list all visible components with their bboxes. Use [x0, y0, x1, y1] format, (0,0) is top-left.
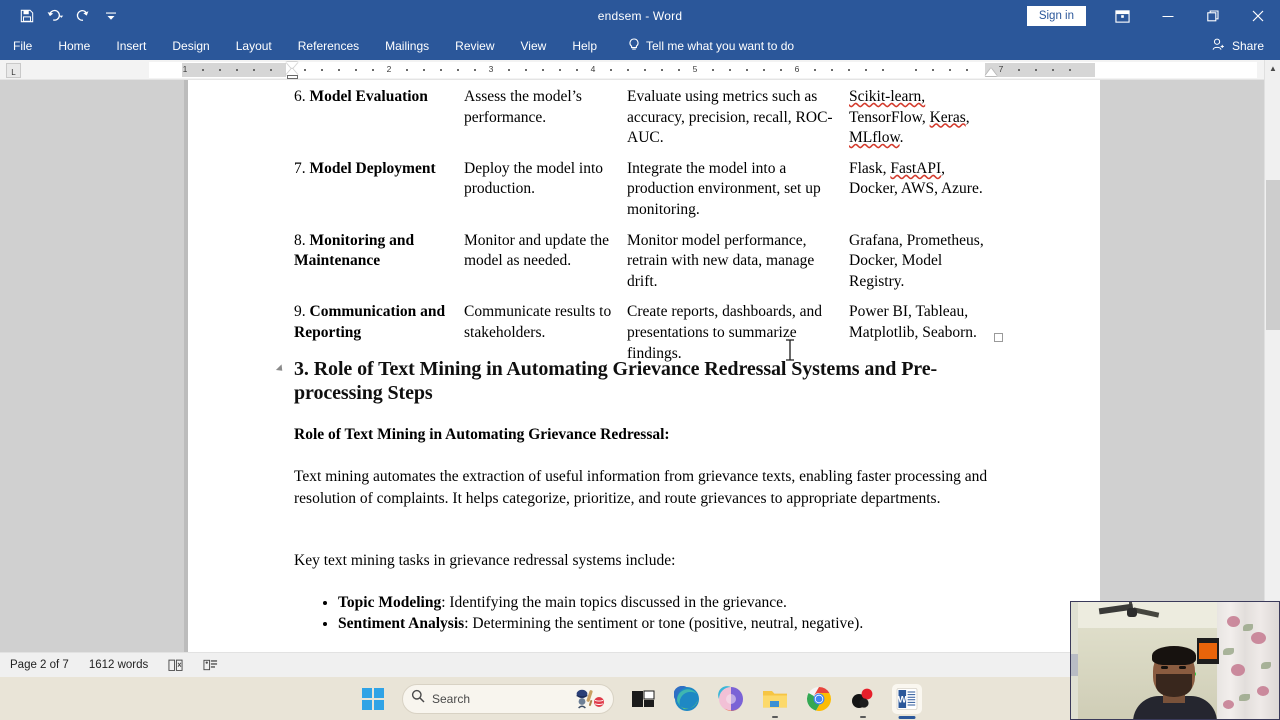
- heading-collapse-icon[interactable]: [276, 364, 285, 373]
- misspelled-keras: Keras: [929, 108, 966, 126]
- step-title: Communication and Reporting: [294, 303, 446, 341]
- step-number: 9.: [294, 303, 306, 321]
- ruler-number: 5: [692, 64, 698, 74]
- edge-button[interactable]: [672, 684, 702, 714]
- table-cell-tools: Power BI, Tableau, Matplotlib, Seaborn.: [849, 303, 977, 341]
- table-cell-step: [288, 229, 458, 301]
- table-cell-step: [288, 157, 458, 229]
- word-button[interactable]: [892, 684, 922, 714]
- scroll-clip-mask: [188, 80, 1100, 88]
- details-text: as accuracy, precision, recall, ROC-AUC.: [627, 88, 833, 147]
- tab-stop-selector[interactable]: L: [6, 63, 21, 78]
- left-indent-marker[interactable]: [287, 75, 298, 79]
- bullet-list: [308, 592, 1008, 634]
- tab-mailings[interactable]: Mailings: [385, 39, 430, 53]
- document-title: endsem - Word: [597, 9, 683, 23]
- share-label: Share: [1231, 39, 1264, 53]
- undo-icon[interactable]: [42, 4, 68, 28]
- left-gutter: [0, 80, 188, 652]
- ruler-number: 7: [998, 64, 1004, 74]
- table-cell-description: Monitor and update the model as needed.: [464, 231, 610, 270]
- hanging-indent-marker[interactable]: [286, 68, 298, 75]
- quick-access-toolbar: [0, 4, 124, 28]
- table-row[interactable]: [288, 157, 1000, 229]
- bullet-term: Topic Modeling: [338, 594, 442, 611]
- search-placeholder: Search: [432, 691, 471, 706]
- copilot-button[interactable]: [716, 684, 746, 714]
- file-explorer-button[interactable]: [760, 684, 790, 714]
- table-resize-handle[interactable]: [994, 333, 1003, 342]
- start-button[interactable]: [358, 684, 388, 714]
- wall-clock-display: [1199, 643, 1217, 659]
- svg-text:W: W: [898, 694, 907, 705]
- person-eye: [1179, 666, 1186, 669]
- table-cell-details: Integrate the model into a production environment, set up monitoring.: [627, 159, 821, 218]
- person-beard: [1156, 674, 1192, 697]
- webcam-overlay: [1070, 601, 1280, 720]
- chrome-button[interactable]: [804, 684, 834, 714]
- search-input[interactable]: [402, 684, 614, 714]
- step-number: 6.: [294, 88, 306, 105]
- misspelled-mlflow: MLflow: [849, 129, 900, 147]
- step-title: Model Evaluation: [309, 88, 428, 105]
- tab-review[interactable]: Review: [455, 39, 495, 53]
- ribbon-tab-bar: [0, 32, 1280, 60]
- tab-design[interactable]: Design: [172, 39, 210, 53]
- close-icon[interactable]: [1235, 0, 1280, 32]
- list-item: [338, 613, 1008, 634]
- proofing-errors-icon[interactable]: [158, 658, 193, 672]
- bullet-term: Sentiment Analysis: [338, 615, 465, 632]
- step-number: 7.: [294, 159, 306, 177]
- table-cell-tools: Grafana, Prometheus, Docker, Model Registry.: [849, 231, 984, 290]
- tools-clipped-line: Scikit-learn,: [849, 88, 926, 105]
- tab-references[interactable]: References: [297, 39, 360, 53]
- sign-in-button[interactable]: Sign in: [1027, 6, 1086, 26]
- running-indicator: [860, 716, 866, 718]
- misspelled-fastapi: FastAPI: [890, 159, 942, 177]
- paragraph-1: Text mining automates the extraction of useful information from grievance texts, enabling faster processing and resolution of complaints. It helps categorize, prioritize, and route grievances to appropriate departments.: [294, 468, 988, 507]
- tab-help[interactable]: Help: [572, 39, 597, 53]
- lightbulb-icon: [628, 38, 640, 55]
- step-title: Monitoring and Maintenance: [294, 231, 415, 270]
- ceiling-fan-hub: [1127, 608, 1137, 617]
- workflow-table[interactable]: [288, 85, 1000, 372]
- language-accessibility-icon[interactable]: [193, 658, 228, 672]
- media-app-button[interactable]: [848, 684, 878, 714]
- ruler-number: 1: [182, 64, 188, 74]
- table-row[interactable]: [288, 229, 1000, 301]
- tab-home[interactable]: Home: [58, 39, 91, 53]
- vertical-scrollbar[interactable]: [1264, 60, 1280, 652]
- redo-icon[interactable]: [70, 4, 96, 28]
- table-cell-description: Deploy the model into production.: [464, 159, 604, 198]
- table-cell-details: [621, 85, 843, 157]
- ruler-number: 3: [488, 64, 494, 74]
- table-cell-step: [288, 85, 458, 157]
- document-page[interactable]: [188, 80, 1100, 652]
- ruler-bar: [0, 60, 1280, 80]
- table-cell-description: Communicate results to stakeholders.: [464, 303, 612, 341]
- ruler-number: 2: [386, 64, 392, 74]
- title-bar-right: [1027, 0, 1280, 32]
- ruler-number: 6: [794, 64, 800, 74]
- step-number: 8.: [294, 231, 306, 249]
- minimize-icon[interactable]: [1145, 0, 1190, 32]
- active-app-indicator: [899, 716, 916, 719]
- table-cell-tools: Flask, FastAPI, Docker, AWS, Azure.: [849, 159, 983, 198]
- right-gutter: [1100, 80, 1264, 652]
- horizontal-ruler[interactable]: [149, 62, 1257, 78]
- share-button[interactable]: [1212, 38, 1280, 54]
- page-indicator[interactable]: Page 2 of 7: [10, 659, 69, 671]
- table-cell-details: Monitor model performance, retrain with new data, manage drift.: [627, 231, 815, 290]
- table-cell-tools: Scikit-learn, TensorFlow, Keras, MLflow.: [849, 88, 970, 147]
- table-cell-description: Assess the model’s performance.: [464, 88, 582, 126]
- tell-me-label: Tell me what you want to do: [646, 39, 795, 53]
- bullet-text: : Determining the sentiment or tone (positive, neutral, negative).: [464, 615, 864, 632]
- webcam-curtain: [1217, 602, 1279, 720]
- scroll-up-icon[interactable]: ▲: [1265, 60, 1280, 77]
- word-count[interactable]: 1612 words: [88, 659, 149, 671]
- title-bar: [0, 0, 1280, 32]
- scrollbar-thumb[interactable]: [1266, 180, 1280, 330]
- share-person-icon: [1212, 38, 1226, 54]
- running-indicator: [772, 716, 778, 718]
- bullet-text: : Identifying the main topics discussed in the grievance.: [441, 594, 787, 611]
- tools-text-plain: TensorFlow,: [849, 108, 930, 126]
- cricket-widget-icon[interactable]: [573, 688, 607, 710]
- tab-layout[interactable]: Layout: [235, 39, 272, 53]
- restore-icon[interactable]: [1190, 0, 1235, 32]
- paragraph-2: Key text mining tasks in grievance redressal systems include:: [294, 552, 676, 569]
- tab-file[interactable]: File: [13, 39, 33, 53]
- search-icon: [411, 689, 425, 708]
- ribbon-display-options-icon[interactable]: [1100, 0, 1145, 32]
- task-view-button[interactable]: [628, 684, 658, 714]
- webcam-left-artifact: [1071, 654, 1078, 676]
- tell-me-search[interactable]: [610, 38, 794, 55]
- step-title: Model Deployment: [309, 159, 436, 177]
- person-eye: [1161, 666, 1168, 669]
- table-cell-details: Create reports, dashboards, and presentations to summarize findings.: [627, 303, 822, 362]
- page-heading-2: 3. Role of Text Mining in Automating Grievance Redressal Systems and Pre-processing Steps: [294, 358, 938, 404]
- ruler-number: 4: [590, 64, 596, 74]
- page-heading-3: Role of Text Mining in Automating Grievance Redressal:: [294, 426, 670, 443]
- tab-insert[interactable]: Insert: [116, 39, 147, 53]
- right-indent-marker[interactable]: [985, 68, 997, 76]
- save-icon[interactable]: [14, 4, 40, 28]
- document-workspace: [0, 80, 1280, 652]
- table-row[interactable]: [288, 85, 1000, 157]
- person-hair: [1152, 646, 1196, 665]
- tab-view[interactable]: View: [520, 39, 547, 53]
- customize-quick-access-toolbar-icon[interactable]: [98, 4, 124, 28]
- list-item: [338, 592, 1008, 613]
- details-clipped-line: Evaluate using metrics such: [627, 88, 801, 105]
